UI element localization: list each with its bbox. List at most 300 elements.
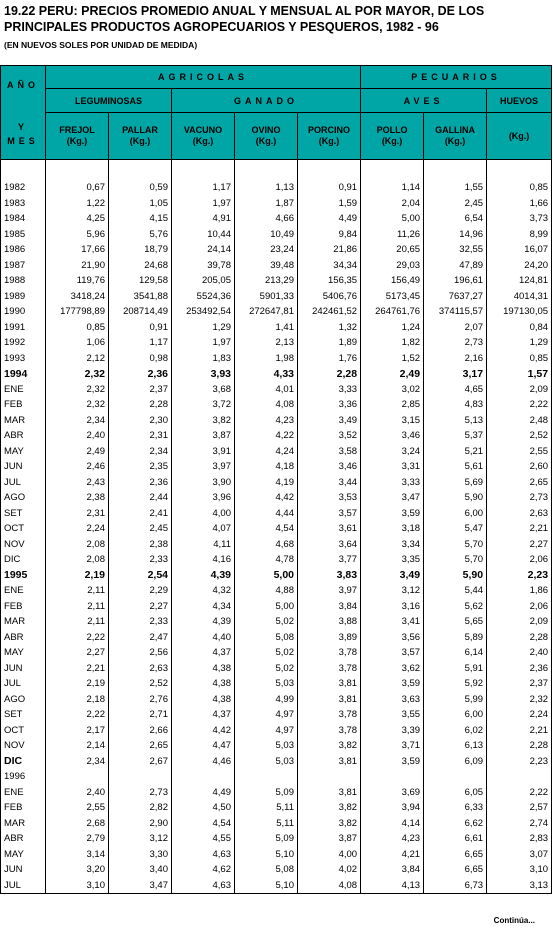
cell-ovino: 5,11 bbox=[235, 800, 298, 816]
table-row bbox=[1, 552, 552, 568]
ganado-header: GANADO bbox=[172, 89, 361, 113]
cell-frejol: 2,22 bbox=[46, 707, 109, 723]
cell-huevos: 2,09 bbox=[487, 382, 552, 398]
cell-porcino: 3,81 bbox=[298, 785, 361, 801]
row-label: FEB bbox=[1, 800, 46, 816]
price-table bbox=[0, 65, 552, 894]
cell-ovino: 5,03 bbox=[235, 738, 298, 754]
table-row bbox=[1, 258, 552, 274]
cell-gallina: 5,91 bbox=[424, 661, 487, 677]
table-row bbox=[1, 211, 552, 227]
cell-gallina: 6,73 bbox=[424, 878, 487, 894]
cell-frejol: 3418,24 bbox=[46, 289, 109, 305]
cell-pollo: 156,49 bbox=[361, 273, 424, 289]
cell-ovino: 4,97 bbox=[235, 723, 298, 739]
cell-frejol: 177798,89 bbox=[46, 304, 109, 320]
table-row bbox=[1, 707, 552, 723]
cell-frejol: 2,18 bbox=[46, 692, 109, 708]
cell-huevos: 2,48 bbox=[487, 413, 552, 429]
row-label: JUL bbox=[1, 676, 46, 692]
cell-huevos: 2,24 bbox=[487, 707, 552, 723]
cell-ovino: 4,88 bbox=[235, 583, 298, 599]
cell-vacuno: 4,63 bbox=[172, 847, 235, 863]
table-row bbox=[1, 862, 552, 878]
cell-pallar: 2,47 bbox=[109, 630, 172, 646]
row-label: SET bbox=[1, 506, 46, 522]
cell-vacuno: 1,17 bbox=[172, 180, 235, 196]
table-row bbox=[1, 614, 552, 630]
table-row bbox=[1, 490, 552, 506]
row-label: DIC bbox=[1, 754, 46, 770]
cell-frejol: 3,14 bbox=[46, 847, 109, 863]
cell-vacuno: 3,68 bbox=[172, 382, 235, 398]
cell-huevos: 2,06 bbox=[487, 599, 552, 615]
cell-huevos: 2,57 bbox=[487, 800, 552, 816]
cell-gallina: 5,70 bbox=[424, 537, 487, 553]
cell-huevos: 2,28 bbox=[487, 738, 552, 754]
cell-gallina: 6,65 bbox=[424, 847, 487, 863]
cell-porcino: 3,81 bbox=[298, 676, 361, 692]
table-row bbox=[1, 459, 552, 475]
row-label: 1990 bbox=[1, 304, 46, 320]
cell-porcino: 3,46 bbox=[298, 459, 361, 475]
cell-ovino: 5,10 bbox=[235, 878, 298, 894]
cell-gallina: 5,62 bbox=[424, 599, 487, 615]
cell-pallar: 2,90 bbox=[109, 816, 172, 832]
cell-ovino: 4,54 bbox=[235, 521, 298, 537]
cell-pollo: 3,46 bbox=[361, 428, 424, 444]
column-header-pollo: POLLO (Kg.) bbox=[361, 113, 424, 160]
cell-pollo: 3,59 bbox=[361, 506, 424, 522]
cell-frejol: 2,40 bbox=[46, 785, 109, 801]
cell-huevos: 3,13 bbox=[487, 878, 552, 894]
cell-porcino: 3,82 bbox=[298, 816, 361, 832]
cell-frejol: 2,27 bbox=[46, 645, 109, 661]
cell-pollo: 3,71 bbox=[361, 738, 424, 754]
cell-vacuno: 10,44 bbox=[172, 227, 235, 243]
cell-gallina: 6,61 bbox=[424, 831, 487, 847]
cell-porcino: 3,52 bbox=[298, 428, 361, 444]
cell-frejol: 2,31 bbox=[46, 506, 109, 522]
cell-porcino: 3,81 bbox=[298, 754, 361, 770]
cell-porcino bbox=[298, 769, 361, 785]
cell-huevos: 2,09 bbox=[487, 614, 552, 630]
cell-porcino: 3,61 bbox=[298, 521, 361, 537]
cell-frejol: 2,46 bbox=[46, 459, 109, 475]
cell-pollo: 3,69 bbox=[361, 785, 424, 801]
cell-huevos: 2,60 bbox=[487, 459, 552, 475]
cell-vacuno: 4,62 bbox=[172, 862, 235, 878]
cell-gallina: 6,02 bbox=[424, 723, 487, 739]
cell-vacuno: 1,29 bbox=[172, 320, 235, 336]
cell-vacuno: 4,39 bbox=[172, 614, 235, 630]
cell-pollo: 2,04 bbox=[361, 196, 424, 212]
cell-pallar: 2,33 bbox=[109, 552, 172, 568]
table-row bbox=[1, 335, 552, 351]
cell-porcino: 3,49 bbox=[298, 413, 361, 429]
cell-pallar: 2,36 bbox=[109, 475, 172, 491]
cell-ovino: 213,29 bbox=[235, 273, 298, 289]
cell-vacuno: 3,96 bbox=[172, 490, 235, 506]
cell-gallina: 47,89 bbox=[424, 258, 487, 274]
cell-ovino: 10,49 bbox=[235, 227, 298, 243]
cell-porcino: 34,34 bbox=[298, 258, 361, 274]
cell-ovino: 2,13 bbox=[235, 335, 298, 351]
cell-frejol: 2,08 bbox=[46, 537, 109, 553]
cell-pallar: 2,34 bbox=[109, 444, 172, 460]
cell-frejol: 119,76 bbox=[46, 273, 109, 289]
cell-gallina: 3,17 bbox=[424, 366, 487, 382]
column-header-huevos: (Kg.) bbox=[487, 113, 552, 160]
row-label: AGO bbox=[1, 692, 46, 708]
cell-gallina: 6,05 bbox=[424, 785, 487, 801]
cell-gallina: 6,00 bbox=[424, 707, 487, 723]
cell-porcino: 0,91 bbox=[298, 180, 361, 196]
cell-frejol: 2,49 bbox=[46, 444, 109, 460]
cell-huevos: 2,23 bbox=[487, 754, 552, 770]
cell-pallar: 24,68 bbox=[109, 258, 172, 274]
row-label: JUN bbox=[1, 661, 46, 677]
cell-ovino: 5,02 bbox=[235, 614, 298, 630]
agricolas-header: AGRICOLAS bbox=[46, 66, 361, 89]
cell-porcino: 3,83 bbox=[298, 568, 361, 584]
cell-frejol: 1,06 bbox=[46, 335, 109, 351]
table-row bbox=[1, 521, 552, 537]
cell-pollo: 3,39 bbox=[361, 723, 424, 739]
cell-huevos: 1,86 bbox=[487, 583, 552, 599]
cell-pollo: 3,59 bbox=[361, 676, 424, 692]
row-label: 1982 bbox=[1, 180, 46, 196]
cell-vacuno: 3,90 bbox=[172, 475, 235, 491]
cell-pallar: 2,63 bbox=[109, 661, 172, 677]
table-row bbox=[1, 289, 552, 305]
cell-ovino: 5901,33 bbox=[235, 289, 298, 305]
cell-frejol: 2,32 bbox=[46, 366, 109, 382]
cell-ovino: 5,08 bbox=[235, 630, 298, 646]
table-row bbox=[1, 428, 552, 444]
cell-frejol: 4,25 bbox=[46, 211, 109, 227]
cell-pallar: 2,54 bbox=[109, 568, 172, 584]
cell-vacuno: 1,97 bbox=[172, 196, 235, 212]
table-row bbox=[1, 227, 552, 243]
cell-pallar: 2,82 bbox=[109, 800, 172, 816]
cell-ovino: 4,99 bbox=[235, 692, 298, 708]
cell-pollo: 1,82 bbox=[361, 335, 424, 351]
cell-huevos: 2,21 bbox=[487, 521, 552, 537]
cell-pollo: 1,24 bbox=[361, 320, 424, 336]
column-header-ovino: OVINO (Kg.) bbox=[235, 113, 298, 160]
table-row bbox=[1, 568, 552, 584]
cell-pollo: 2,49 bbox=[361, 366, 424, 382]
row-label: NOV bbox=[1, 738, 46, 754]
cell-porcino: 156,35 bbox=[298, 273, 361, 289]
cell-pallar: 2,65 bbox=[109, 738, 172, 754]
cell-huevos: 124,81 bbox=[487, 273, 552, 289]
cell-porcino: 3,78 bbox=[298, 707, 361, 723]
cell-vacuno: 4,54 bbox=[172, 816, 235, 832]
cell-huevos: 2,55 bbox=[487, 444, 552, 460]
cell-porcino: 3,44 bbox=[298, 475, 361, 491]
row-label: JUL bbox=[1, 475, 46, 491]
cell-ovino: 5,03 bbox=[235, 676, 298, 692]
spacer-row bbox=[1, 160, 552, 181]
row-label: 1992 bbox=[1, 335, 46, 351]
cell-huevos: 2,65 bbox=[487, 475, 552, 491]
table-row bbox=[1, 304, 552, 320]
table-row bbox=[1, 351, 552, 367]
cell-vacuno: 3,82 bbox=[172, 413, 235, 429]
cell-huevos: 4014,31 bbox=[487, 289, 552, 305]
cell-pallar: 2,73 bbox=[109, 785, 172, 801]
year-month-header bbox=[1, 66, 46, 160]
cell-huevos: 3,07 bbox=[487, 847, 552, 863]
cell-vacuno: 205,05 bbox=[172, 273, 235, 289]
cell-pallar: 2,66 bbox=[109, 723, 172, 739]
cell-gallina: 5,90 bbox=[424, 490, 487, 506]
cell-frejol bbox=[46, 769, 109, 785]
cell-pallar: 2,28 bbox=[109, 397, 172, 413]
cell-pallar: 2,33 bbox=[109, 614, 172, 630]
cell-porcino: 242461,52 bbox=[298, 304, 361, 320]
cell-frejol: 2,12 bbox=[46, 351, 109, 367]
cell-gallina: 2,16 bbox=[424, 351, 487, 367]
cell-huevos: 3,73 bbox=[487, 211, 552, 227]
cell-ovino: 4,68 bbox=[235, 537, 298, 553]
cell-huevos: 2,22 bbox=[487, 785, 552, 801]
cell-vacuno: 4,42 bbox=[172, 723, 235, 739]
cell-frejol: 2,14 bbox=[46, 738, 109, 754]
cell-gallina: 4,83 bbox=[424, 397, 487, 413]
cell-porcino: 3,82 bbox=[298, 738, 361, 754]
cell-ovino: 4,42 bbox=[235, 490, 298, 506]
cell-vacuno: 4,39 bbox=[172, 568, 235, 584]
column-header-frejol: FREJOL (Kg.) bbox=[46, 113, 109, 160]
cell-gallina: 5,13 bbox=[424, 413, 487, 429]
cell-vacuno: 1,97 bbox=[172, 335, 235, 351]
cell-gallina: 6,65 bbox=[424, 862, 487, 878]
cell-pallar: 3,12 bbox=[109, 831, 172, 847]
cell-vacuno: 5524,36 bbox=[172, 289, 235, 305]
cell-gallina: 5,92 bbox=[424, 676, 487, 692]
cell-ovino: 5,08 bbox=[235, 862, 298, 878]
cell-gallina: 5,65 bbox=[424, 614, 487, 630]
cell-ovino: 5,03 bbox=[235, 754, 298, 770]
table-subtitle: (EN NUEVOS SOLES POR UNIDAD DE MEDIDA) bbox=[4, 40, 198, 50]
cell-pallar: 5,76 bbox=[109, 227, 172, 243]
cell-porcino: 4,08 bbox=[298, 878, 361, 894]
cell-pollo: 3,33 bbox=[361, 475, 424, 491]
cell-pallar: 208714,49 bbox=[109, 304, 172, 320]
row-label: ABR bbox=[1, 831, 46, 847]
cell-frejol: 2,11 bbox=[46, 614, 109, 630]
cell-ovino: 5,10 bbox=[235, 847, 298, 863]
cell-huevos: 2,37 bbox=[487, 676, 552, 692]
cell-huevos: 1,66 bbox=[487, 196, 552, 212]
cell-huevos: 2,52 bbox=[487, 428, 552, 444]
row-label: 1986 bbox=[1, 242, 46, 258]
cell-pallar: 1,05 bbox=[109, 196, 172, 212]
cell-frejol: 2,08 bbox=[46, 552, 109, 568]
cell-porcino: 3,78 bbox=[298, 723, 361, 739]
cell-vacuno: 4,37 bbox=[172, 645, 235, 661]
continued-note: Continúa... bbox=[493, 916, 535, 925]
cell-pollo: 11,26 bbox=[361, 227, 424, 243]
cell-vacuno: 4,55 bbox=[172, 831, 235, 847]
cell-gallina: 5,44 bbox=[424, 583, 487, 599]
row-label: MAY bbox=[1, 444, 46, 460]
row-label: MAR bbox=[1, 614, 46, 630]
row-label: DIC bbox=[1, 552, 46, 568]
cell-pallar: 0,98 bbox=[109, 351, 172, 367]
cell-pollo: 3,18 bbox=[361, 521, 424, 537]
cell-pallar: 3,47 bbox=[109, 878, 172, 894]
table-row bbox=[1, 506, 552, 522]
cell-gallina: 5,21 bbox=[424, 444, 487, 460]
cell-pollo: 4,21 bbox=[361, 847, 424, 863]
cell-gallina: 5,47 bbox=[424, 521, 487, 537]
cell-gallina: 5,99 bbox=[424, 692, 487, 708]
table-row bbox=[1, 878, 552, 894]
cell-huevos: 3,10 bbox=[487, 862, 552, 878]
cell-porcino: 1,76 bbox=[298, 351, 361, 367]
cell-vacuno: 4,49 bbox=[172, 785, 235, 801]
table-row bbox=[1, 599, 552, 615]
cell-frejol: 3,20 bbox=[46, 862, 109, 878]
cell-pallar: 2,56 bbox=[109, 645, 172, 661]
cell-pallar: 3,30 bbox=[109, 847, 172, 863]
cell-frejol: 2,21 bbox=[46, 661, 109, 677]
table-row bbox=[1, 537, 552, 553]
cell-frejol: 17,66 bbox=[46, 242, 109, 258]
cell-porcino: 3,36 bbox=[298, 397, 361, 413]
cell-vacuno: 4,34 bbox=[172, 599, 235, 615]
cell-vacuno: 4,63 bbox=[172, 878, 235, 894]
cell-pollo: 3,63 bbox=[361, 692, 424, 708]
column-header-vacuno: VACUNO (Kg.) bbox=[172, 113, 235, 160]
cell-frejol: 2,19 bbox=[46, 568, 109, 584]
cell-pollo: 5,00 bbox=[361, 211, 424, 227]
cell-huevos: 2,23 bbox=[487, 568, 552, 584]
cell-ovino: 5,02 bbox=[235, 645, 298, 661]
cell-vacuno: 4,37 bbox=[172, 707, 235, 723]
cell-ovino: 5,09 bbox=[235, 785, 298, 801]
cell-vacuno: 4,32 bbox=[172, 583, 235, 599]
cell-pollo: 3,02 bbox=[361, 382, 424, 398]
cell-pollo: 1,52 bbox=[361, 351, 424, 367]
row-label: 1995 bbox=[1, 568, 46, 584]
cell-porcino: 9,84 bbox=[298, 227, 361, 243]
cell-pollo: 3,62 bbox=[361, 661, 424, 677]
cell-huevos: 0,85 bbox=[487, 351, 552, 367]
row-label: 1985 bbox=[1, 227, 46, 243]
cell-pollo: 3,84 bbox=[361, 862, 424, 878]
cell-pallar: 2,27 bbox=[109, 599, 172, 615]
cell-vacuno bbox=[172, 769, 235, 785]
row-label: 1993 bbox=[1, 351, 46, 367]
cell-pallar: 129,58 bbox=[109, 273, 172, 289]
cell-frejol: 5,96 bbox=[46, 227, 109, 243]
row-label: MAY bbox=[1, 847, 46, 863]
cell-pollo: 3,47 bbox=[361, 490, 424, 506]
cell-pallar bbox=[109, 769, 172, 785]
cell-vacuno: 4,47 bbox=[172, 738, 235, 754]
year-header: AÑO bbox=[7, 79, 39, 90]
cell-pallar: 3541,88 bbox=[109, 289, 172, 305]
cell-huevos: 1,29 bbox=[487, 335, 552, 351]
cell-pallar: 2,30 bbox=[109, 413, 172, 429]
cell-pallar: 2,41 bbox=[109, 506, 172, 522]
cell-ovino: 5,11 bbox=[235, 816, 298, 832]
cell-pollo: 3,35 bbox=[361, 552, 424, 568]
table-row bbox=[1, 444, 552, 460]
cell-porcino: 4,02 bbox=[298, 862, 361, 878]
cell-pollo: 3,57 bbox=[361, 645, 424, 661]
cell-huevos: 2,73 bbox=[487, 490, 552, 506]
cell-porcino: 3,77 bbox=[298, 552, 361, 568]
cell-ovino: 1,41 bbox=[235, 320, 298, 336]
cell-ovino: 23,24 bbox=[235, 242, 298, 258]
cell-ovino: 1,98 bbox=[235, 351, 298, 367]
cell-pallar: 2,38 bbox=[109, 537, 172, 553]
cell-vacuno: 253492,54 bbox=[172, 304, 235, 320]
cell-huevos: 197130,05 bbox=[487, 304, 552, 320]
cell-porcino: 3,33 bbox=[298, 382, 361, 398]
cell-vacuno: 4,40 bbox=[172, 630, 235, 646]
cell-ovino: 39,48 bbox=[235, 258, 298, 274]
cell-vacuno: 3,91 bbox=[172, 444, 235, 460]
cell-pallar: 0,59 bbox=[109, 180, 172, 196]
cell-gallina: 4,65 bbox=[424, 382, 487, 398]
cell-ovino: 272647,81 bbox=[235, 304, 298, 320]
cell-frejol: 2,11 bbox=[46, 599, 109, 615]
column-header-gallina: GALLINA (Kg.) bbox=[424, 113, 487, 160]
cell-pollo: 3,59 bbox=[361, 754, 424, 770]
table-row bbox=[1, 382, 552, 398]
cell-porcino: 3,53 bbox=[298, 490, 361, 506]
cell-pollo: 3,31 bbox=[361, 459, 424, 475]
table-row bbox=[1, 413, 552, 429]
cell-porcino: 3,84 bbox=[298, 599, 361, 615]
cell-huevos: 1,57 bbox=[487, 366, 552, 382]
cell-pollo: 3,15 bbox=[361, 413, 424, 429]
cell-porcino: 4,00 bbox=[298, 847, 361, 863]
cell-porcino: 1,32 bbox=[298, 320, 361, 336]
row-label: 1987 bbox=[1, 258, 46, 274]
cell-frejol: 2,40 bbox=[46, 428, 109, 444]
table-row bbox=[1, 692, 552, 708]
cell-ovino: 4,33 bbox=[235, 366, 298, 382]
cell-porcino: 1,59 bbox=[298, 196, 361, 212]
cell-porcino: 3,88 bbox=[298, 614, 361, 630]
cell-pallar: 0,91 bbox=[109, 320, 172, 336]
cell-frejol: 2,43 bbox=[46, 475, 109, 491]
cell-huevos: 2,40 bbox=[487, 645, 552, 661]
cell-ovino: 4,24 bbox=[235, 444, 298, 460]
row-label: AGO bbox=[1, 490, 46, 506]
cell-ovino: 4,22 bbox=[235, 428, 298, 444]
cell-gallina: 5,89 bbox=[424, 630, 487, 646]
cell-ovino: 4,44 bbox=[235, 506, 298, 522]
cell-ovino: 4,66 bbox=[235, 211, 298, 227]
row-label: ENE bbox=[1, 583, 46, 599]
cell-vacuno: 4,16 bbox=[172, 552, 235, 568]
row-label: 1996 bbox=[1, 769, 46, 785]
cell-vacuno: 4,46 bbox=[172, 754, 235, 770]
cell-frejol: 1,22 bbox=[46, 196, 109, 212]
cell-vacuno: 4,91 bbox=[172, 211, 235, 227]
cell-porcino: 3,81 bbox=[298, 692, 361, 708]
cell-huevos: 0,85 bbox=[487, 180, 552, 196]
